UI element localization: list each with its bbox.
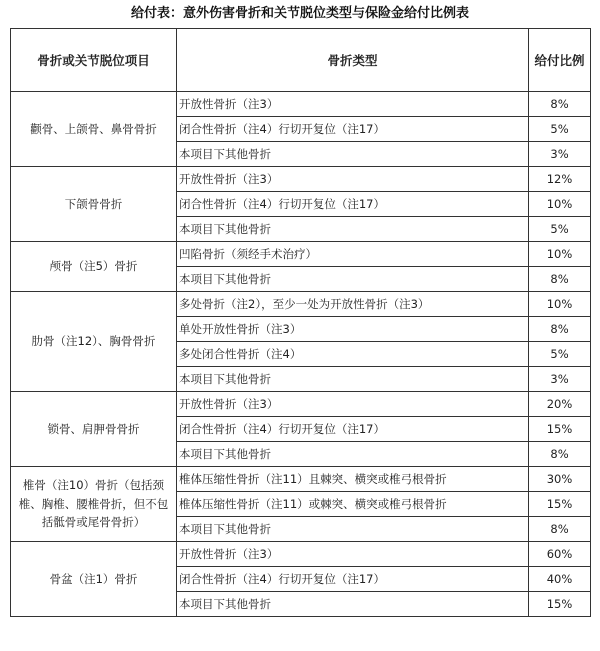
type-cell: 闭合性骨折（注4）行切开复位（注17） bbox=[177, 117, 529, 142]
type-cell: 本项目下其他骨折 bbox=[177, 367, 529, 392]
type-cell: 本项目下其他骨折 bbox=[177, 217, 529, 242]
table-title: 给付表：意外伤害骨折和关节脱位类型与保险金给付比例表 bbox=[130, 6, 469, 21]
table-row bbox=[11, 467, 591, 492]
ratio-cell: 5% bbox=[529, 117, 591, 142]
table-row bbox=[11, 392, 591, 417]
header-row bbox=[11, 29, 591, 92]
ratio-cell: 15% bbox=[529, 492, 591, 517]
ratio-cell: 12% bbox=[529, 167, 591, 192]
type-cell: 本项目下其他骨折 bbox=[177, 442, 529, 467]
ratio-cell: 20% bbox=[529, 392, 591, 417]
type-cell: 椎体压缩性骨折（注11）且棘突、横突或椎弓根骨折 bbox=[177, 467, 529, 492]
header-type: 骨折类型 bbox=[177, 29, 529, 92]
type-cell: 本项目下其他骨折 bbox=[177, 517, 529, 542]
ratio-cell: 8% bbox=[529, 317, 591, 342]
ratio-cell: 40% bbox=[529, 567, 591, 592]
header-item: 骨折或关节脱位项目 bbox=[11, 29, 177, 92]
type-cell: 本项目下其他骨折 bbox=[177, 267, 529, 292]
table-row bbox=[11, 242, 591, 267]
type-cell: 本项目下其他骨折 bbox=[177, 592, 529, 617]
item-cell: 下颌骨骨折 bbox=[11, 167, 177, 242]
ratio-cell: 10% bbox=[529, 242, 591, 267]
table-row bbox=[11, 92, 591, 117]
type-cell: 多处骨折（注2），至少一处为开放性骨折（注3） bbox=[177, 292, 529, 317]
ratio-cell: 3% bbox=[529, 367, 591, 392]
ratio-cell: 3% bbox=[529, 142, 591, 167]
benefit-ratio-table bbox=[10, 28, 591, 617]
ratio-cell: 5% bbox=[529, 217, 591, 242]
ratio-cell: 8% bbox=[529, 267, 591, 292]
type-cell: 多处闭合性骨折（注4） bbox=[177, 342, 529, 367]
type-cell: 闭合性骨折（注4）行切开复位（注17） bbox=[177, 192, 529, 217]
ratio-cell: 10% bbox=[529, 292, 591, 317]
item-cell: 肋骨（注12）、胸骨骨折 bbox=[11, 292, 177, 392]
ratio-cell: 8% bbox=[529, 92, 591, 117]
type-cell: 开放性骨折（注3） bbox=[177, 92, 529, 117]
ratio-cell: 8% bbox=[529, 442, 591, 467]
ratio-cell: 15% bbox=[529, 592, 591, 617]
ratio-cell: 10% bbox=[529, 192, 591, 217]
ratio-cell: 8% bbox=[529, 517, 591, 542]
table-row bbox=[11, 167, 591, 192]
type-cell: 开放性骨折（注3） bbox=[177, 392, 529, 417]
item-cell: 骨盆（注1）骨折 bbox=[11, 542, 177, 617]
ratio-cell: 60% bbox=[529, 542, 591, 567]
type-cell: 本项目下其他骨折 bbox=[177, 142, 529, 167]
item-cell: 颧骨、上颌骨、鼻骨骨折 bbox=[11, 92, 177, 167]
table-row bbox=[11, 292, 591, 317]
header-ratio: 给付比例 bbox=[529, 29, 591, 92]
type-cell: 开放性骨折（注3） bbox=[177, 542, 529, 567]
ratio-cell: 5% bbox=[529, 342, 591, 367]
ratio-cell: 15% bbox=[529, 417, 591, 442]
type-cell: 椎体压缩性骨折（注11）或棘突、横突或椎弓根骨折 bbox=[177, 492, 529, 517]
ratio-cell: 30% bbox=[529, 467, 591, 492]
item-cell: 锁骨、肩胛骨骨折 bbox=[11, 392, 177, 467]
item-cell: 颅骨（注5）骨折 bbox=[11, 242, 177, 292]
type-cell: 闭合性骨折（注4）行切开复位（注17） bbox=[177, 567, 529, 592]
type-cell: 凹陷骨折（须经手术治疗） bbox=[177, 242, 529, 267]
type-cell: 开放性骨折（注3） bbox=[177, 167, 529, 192]
item-cell: 椎骨（注10）骨折（包括颈椎、胸椎、腰椎骨折，但不包括骶骨或尾骨骨折） bbox=[11, 467, 177, 542]
table-row bbox=[11, 542, 591, 567]
type-cell: 闭合性骨折（注4）行切开复位（注17） bbox=[177, 417, 529, 442]
type-cell: 单处开放性骨折（注3） bbox=[177, 317, 529, 342]
